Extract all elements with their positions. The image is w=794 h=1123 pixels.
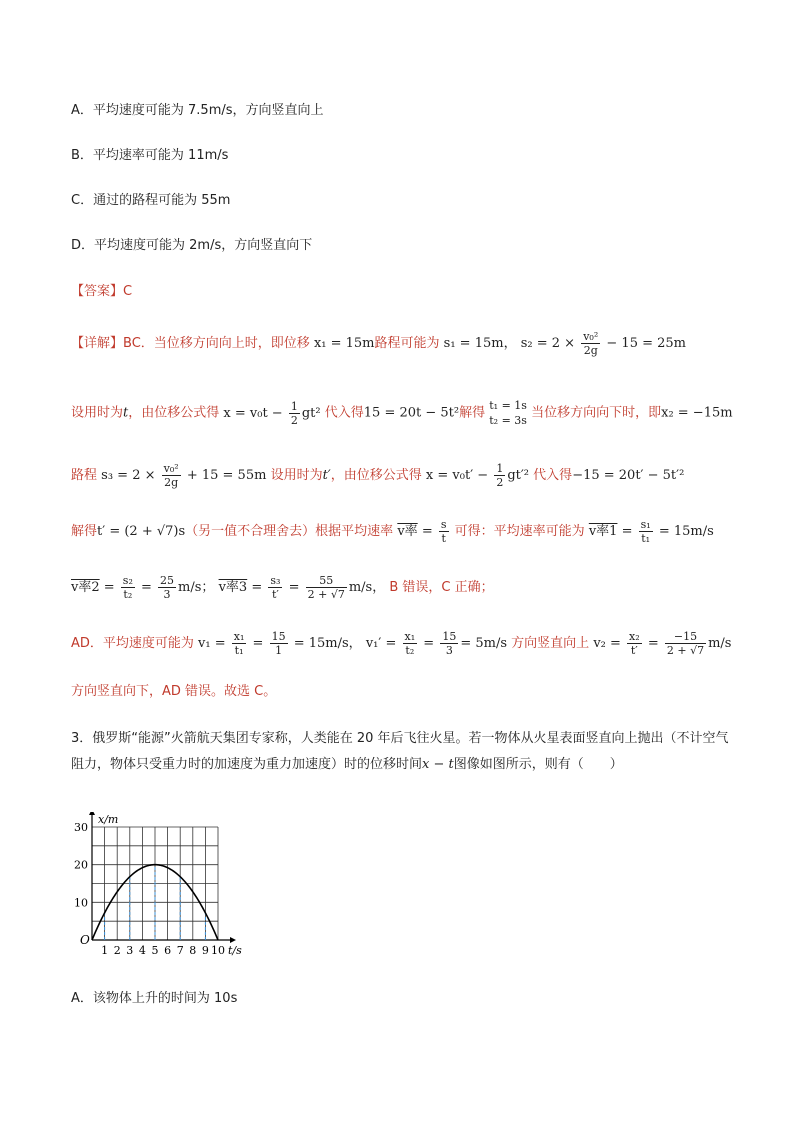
math: − 15 = 25m [606,336,686,351]
text: AD．平均速度可能为 [71,636,194,651]
math: m/s， [348,580,386,595]
fraction [268,574,282,601]
math: = 15m/s [658,524,714,539]
denominator: t₂ [405,644,415,657]
math: v₁ = [198,636,226,651]
answer-value: C [123,284,133,299]
math: v₁′ = [365,636,397,651]
denominator: 2 [290,413,298,427]
fraction [440,630,458,657]
numerator: s₃ [270,574,281,587]
math: v率 [397,524,418,539]
math: s₁ = 15m， [443,336,517,351]
text: ，由位移公式得 [128,405,220,421]
math: = [141,580,152,595]
text: 设用时为 [270,468,323,483]
math: t′ [322,468,331,483]
math: = [421,524,433,539]
option-a: A．平均速度可能为 7.5m/s，方向竖直向上 [71,103,324,118]
detail-label: 【详解】 [71,336,124,351]
solution-stack [489,398,527,428]
math: x₁ = 15m [313,336,375,351]
question-text: 3．俄罗斯“能源”火箭航天集团专家称，人类能在 20 年后飞往火星。若一物体从火星表面竖直向上抛出（不计空气阻力，物体只受重力时的加速度为重力加速度）时的位移时间 [71,731,729,772]
fraction [289,400,300,427]
text: 代入得 [324,405,364,421]
math-group [101,462,270,489]
numerator: s [440,518,447,531]
denominator: 1 [275,644,283,657]
fraction [158,574,176,601]
numerator: x₁ [233,630,245,643]
denominator: t₁ [234,644,244,657]
denominator: 3 [445,644,453,657]
math: x − t [422,757,454,772]
fraction [403,630,418,657]
x-tick-label: 10 [211,944,225,957]
math-group [223,399,324,427]
numerator: v₀² [163,462,179,475]
option-d: D．平均速度可能为 2m/s，方向竖直向下 [71,238,313,253]
numerator: −15 [665,630,706,644]
math: = 5m/s [460,636,508,651]
math: = [647,636,659,651]
detail-line-7: 方向竖直向下，AD 错误。故选 C。 [71,684,277,699]
numerator: 15 [442,630,457,643]
numerator: 1 [290,399,298,413]
math: x₂ = −15m [661,405,733,421]
numerator: x₁ [404,630,416,643]
denominator: 2g [164,476,179,489]
math: gt² [301,405,321,421]
option-c: C．通过的路程可能为 55m [71,193,231,208]
math: m/s； [178,580,215,595]
numerator: 25 [160,574,175,587]
question-text: 图像如图所示，则有（ ） [453,757,623,772]
math: v₂ = [593,636,621,651]
math-group: v率1 = $\frac{\text{s₁}}{\text{t₁}}$ = 15m/s [588,518,714,545]
numerator: s₂ [122,574,133,587]
question-3 [71,726,731,778]
x-tick-label: 6 [164,944,172,957]
math: x = v₀t − [223,405,283,421]
fraction [439,518,449,545]
x-tick-label: 3 [126,944,134,957]
denominator: 2 [496,476,504,489]
math: m/s [708,636,732,651]
text: 设用时为 [71,405,124,421]
y-tick-label: 30 [74,821,88,834]
detail-line-6 [71,630,731,657]
fraction [494,462,505,489]
math-group [520,330,686,357]
text: 路程可能为 [374,336,440,351]
y-axis-arrow [89,812,95,815]
numerator: v₀² [583,330,599,343]
math-group [593,630,732,657]
y-tick-label: 10 [74,896,88,910]
xt-graph [70,812,290,962]
x-tick-label: 5 [151,944,159,957]
denominator: t [441,532,446,545]
text: ，由位移公式得 [330,468,422,483]
math: −15 = 20t′ − 5t′² [572,468,685,483]
math: v率1 [588,524,618,539]
denominator: 2g [583,344,598,357]
math: s₃ = 2 × [101,468,156,483]
fraction [162,462,181,489]
math: v率3 [218,580,248,595]
math-group [397,518,454,545]
x-tick-label: 4 [138,944,146,957]
text: 解得 [71,524,98,539]
math: s₂ = 2 × [520,336,576,351]
option-b: B．平均速率可能为 11m/s [71,148,229,163]
denominator: t₂ [123,588,133,601]
text: 路程 [71,468,98,483]
denominator: t′ [271,588,279,601]
x-axis-label: t/s [228,944,242,957]
math-group [198,630,511,657]
math: t′ = (2 + √7)s [97,524,186,539]
y-axis-label: x/m [98,813,119,826]
fraction [270,630,288,657]
detail-line-3 [71,462,684,489]
math: = [423,636,435,651]
text: BC．当位移方向向上时，即位移 [123,336,310,351]
math: + 15 = 55m [186,468,267,483]
text: 当位移方向向下时，即 [531,405,662,421]
math: t [123,405,129,421]
fraction [639,518,653,545]
text: 可得：平均速率可能为 [454,524,585,539]
x-tick-label: 2 [113,944,121,957]
question-3-option-a: A．该物体上升的时间为 10s [71,991,238,1006]
detail-line-4 [71,518,714,545]
detail-line-5 [71,574,494,601]
numerator: s₁ [640,518,651,531]
math: = [252,636,264,651]
text: （另一值不合理舍去）根据平均速率 [185,524,394,539]
detail-line-2 [71,398,733,428]
text: 解得 [459,405,486,421]
fraction [232,630,247,657]
math-group: v率2 = $\frac{\text{s₂}}{\text{t₂}}$ = $\frac{25}{3}$ m/s； v率3 = $\frac{\text{s₃}}{t'}$ = $\frac{55}{2 + √7}$ m/s， [71,574,386,601]
math: v率2 [71,580,100,595]
fraction [121,574,135,601]
numerator: x₂ [629,630,640,643]
answer-line [71,282,132,302]
fraction [581,330,600,357]
denominator: 3 [163,588,171,601]
math: 15 = 20t − 5t² [363,405,460,421]
answer-label: 【答案】 [71,284,124,299]
x-tick-label: 7 [176,944,184,957]
denominator: 2 + √7 [307,588,345,601]
denominator: 2 + √7 [666,644,705,657]
detail-line-1 [71,330,686,357]
x-tick-label: 1 [101,944,109,957]
math-group [425,462,533,489]
math: = [288,580,300,595]
numerator: 15 [271,630,286,643]
fraction [627,630,642,657]
denominator: t′ [630,644,638,657]
y-tick-label: 20 [74,858,88,872]
math: t₁ = 1s [489,399,527,412]
numerator: 55 [306,574,347,588]
numerator: 1 [496,462,504,475]
math: t₂ = 3s [489,414,527,427]
origin-label: O [80,933,90,947]
text: 方向竖直向上 [511,636,590,651]
denominator: t₁ [641,532,651,545]
x-tick-label: 9 [201,944,209,957]
math: = 15m/s， [293,636,362,651]
x-tick-label: 8 [189,944,197,957]
math: x = v₀t′ − [425,468,489,483]
x-axis-arrow [230,937,236,943]
fraction [306,574,347,601]
text: B 错误，C 正确； [389,580,494,595]
text: 代入得 [533,468,573,483]
math: gt′² [507,468,530,483]
fraction [665,630,706,657]
